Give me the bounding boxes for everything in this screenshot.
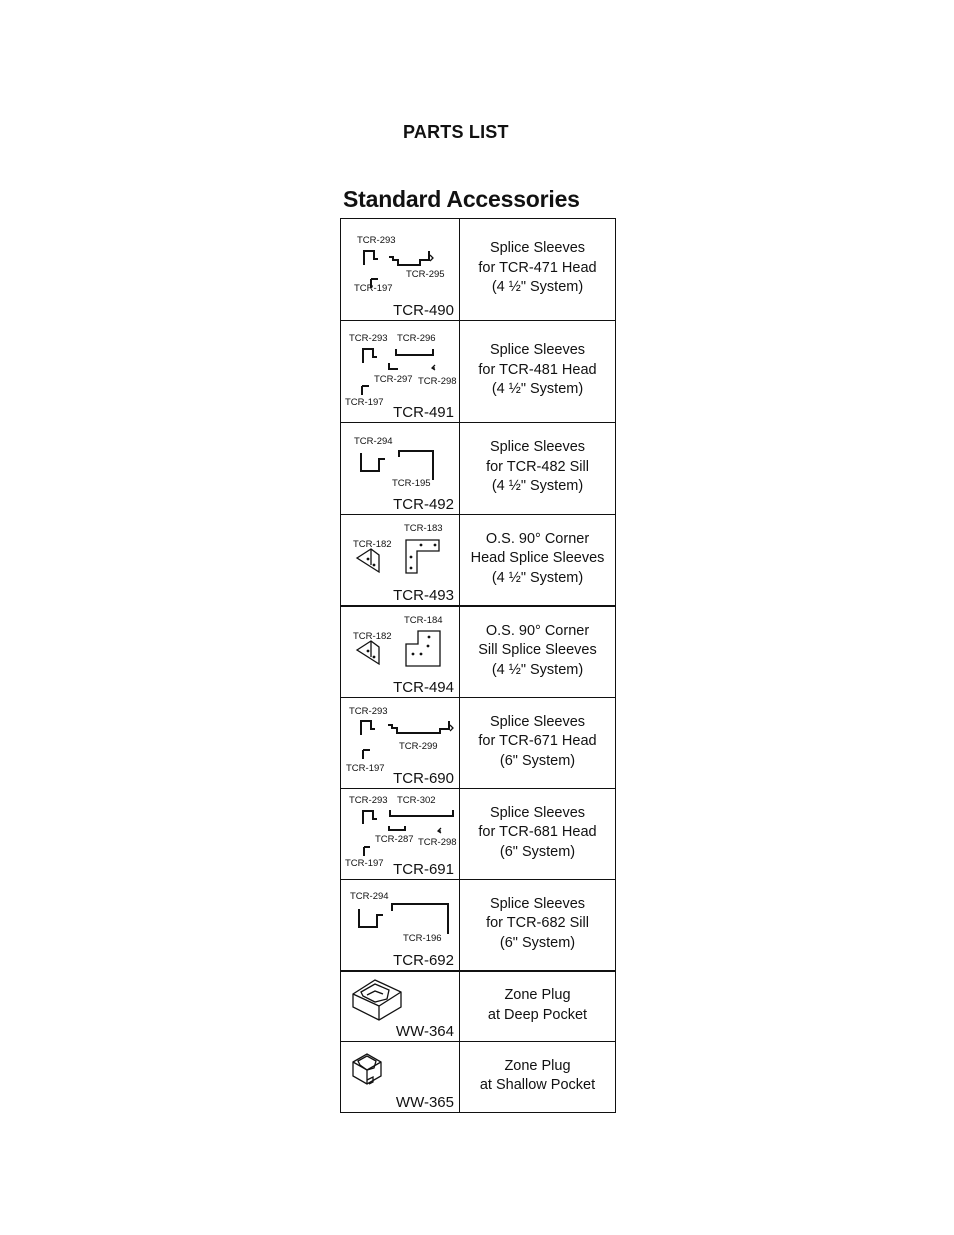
drawing-label: TCR-299	[399, 741, 438, 752]
drawing-label: TCR-302	[397, 795, 436, 806]
drawing-label: TCR-195	[392, 478, 431, 489]
table-row	[341, 880, 615, 972]
part-number: TCR-492	[393, 496, 454, 513]
drawing-label: TCR-297	[374, 374, 413, 385]
part-description	[460, 423, 615, 514]
description-line: Zone Plug	[504, 987, 571, 1003]
part-number: TCR-692	[393, 952, 454, 969]
part-drawing	[341, 219, 460, 320]
page-heading: PARTS LIST	[403, 122, 509, 142]
part-description	[460, 698, 615, 788]
drawing-label: TCR-293	[357, 235, 396, 246]
part-number: TCR-493	[393, 587, 454, 604]
description-line: Splice Sleeves	[489, 713, 586, 730]
description-line: Zone Plug	[504, 1057, 571, 1074]
description-line: (4 ½" System)	[491, 279, 584, 296]
description-line: for TCR-471 Head	[478, 259, 597, 276]
description-line: for TCR-481 Head	[478, 361, 597, 378]
drawing-label: TCR-294	[350, 891, 389, 902]
part-drawing	[341, 1042, 460, 1112]
part-number: WW-364	[395, 1023, 454, 1040]
table-row	[341, 972, 615, 1042]
drawing-label: TCR-293	[349, 333, 388, 344]
part-number: TCR-690	[393, 770, 454, 787]
description-line: Splice Sleeves	[489, 439, 586, 456]
accessories-table	[340, 218, 616, 1113]
part-drawing	[341, 880, 460, 970]
drawing-label: TCR-197	[346, 763, 385, 774]
description-line: for TCR-671 Head	[478, 733, 597, 750]
part-drawing	[341, 698, 460, 788]
part-description	[460, 607, 615, 697]
description-line: for TCR-682 Sill	[486, 915, 589, 932]
description-line: at Deep Pocket	[487, 1006, 588, 1023]
drawing-label: TCR-287	[375, 834, 414, 845]
drawing-label: TCR-182	[353, 539, 392, 550]
drawing-label: TCR-295	[406, 269, 445, 280]
drawing-label: TCR-182	[353, 631, 392, 642]
drawing-label: TCR-197	[354, 283, 393, 294]
drawing-label: TCR-294	[354, 436, 393, 447]
table-row	[341, 789, 615, 880]
part-description	[460, 1042, 615, 1112]
part-number: TCR-494	[393, 679, 454, 696]
part-description	[460, 880, 615, 970]
description-line: Splice Sleeves	[489, 240, 586, 257]
part-number: WW-365	[395, 1094, 454, 1111]
description-line: at Shallow Pocket	[479, 1077, 596, 1093]
drawing-label: TCR-296	[397, 333, 436, 344]
table-row	[341, 423, 615, 515]
drawing-label: TCR-293	[349, 706, 388, 717]
part-drawing	[341, 789, 460, 879]
description-line: Sill Splice Sleeves	[478, 642, 597, 659]
section-title: Standard Accessories	[343, 186, 580, 212]
part-drawing	[341, 321, 460, 422]
description-line: Splice Sleeves	[489, 895, 586, 912]
part-number: TCR-691	[393, 861, 454, 878]
table-row	[341, 321, 615, 423]
description-line: Head Splice Sleeves	[470, 550, 605, 567]
drawing-label: TCR-183	[404, 523, 443, 534]
description-line: (4 ½" System)	[491, 381, 584, 398]
description-line: (4 ½" System)	[491, 478, 584, 495]
drawing-label: TCR-298	[418, 376, 457, 387]
part-description	[460, 219, 615, 320]
description-line: O.S. 90° Corner	[485, 530, 590, 547]
part-drawing	[341, 607, 460, 697]
drawing-label: TCR-197	[345, 397, 384, 408]
description-line: O.S. 90° Corner	[485, 622, 590, 639]
description-line: Splice Sleeves	[489, 342, 586, 359]
part-number: TCR-490	[393, 302, 454, 319]
description-line: (6" System)	[499, 934, 576, 951]
description-line: (6" System)	[499, 752, 576, 769]
part-drawing	[341, 972, 460, 1041]
drawing-label: TCR-298	[418, 837, 457, 848]
table-row	[341, 698, 615, 789]
description-line: (4 ½" System)	[491, 569, 584, 586]
part-drawing	[341, 515, 460, 605]
table-row	[341, 1042, 615, 1113]
drawing-label: TCR-197	[345, 858, 384, 869]
drawing-label: TCR-196	[403, 933, 442, 944]
description-line: Splice Sleeves	[489, 804, 586, 821]
part-description	[460, 515, 615, 605]
description-line: (6" System)	[499, 843, 576, 860]
table-row	[341, 607, 615, 698]
part-description	[460, 321, 615, 422]
description-line: for TCR-482 Sill	[486, 458, 589, 475]
description-line: for TCR-681 Head	[478, 824, 597, 841]
part-description	[460, 972, 615, 1041]
drawing-label: TCR-184	[404, 615, 443, 626]
table-row	[341, 219, 615, 321]
part-number: TCR-491	[393, 404, 454, 421]
drawing-label: TCR-293	[349, 795, 388, 806]
description-line: (4 ½" System)	[491, 661, 584, 678]
part-drawing	[341, 423, 460, 514]
table-row	[341, 515, 615, 607]
part-description	[460, 789, 615, 879]
